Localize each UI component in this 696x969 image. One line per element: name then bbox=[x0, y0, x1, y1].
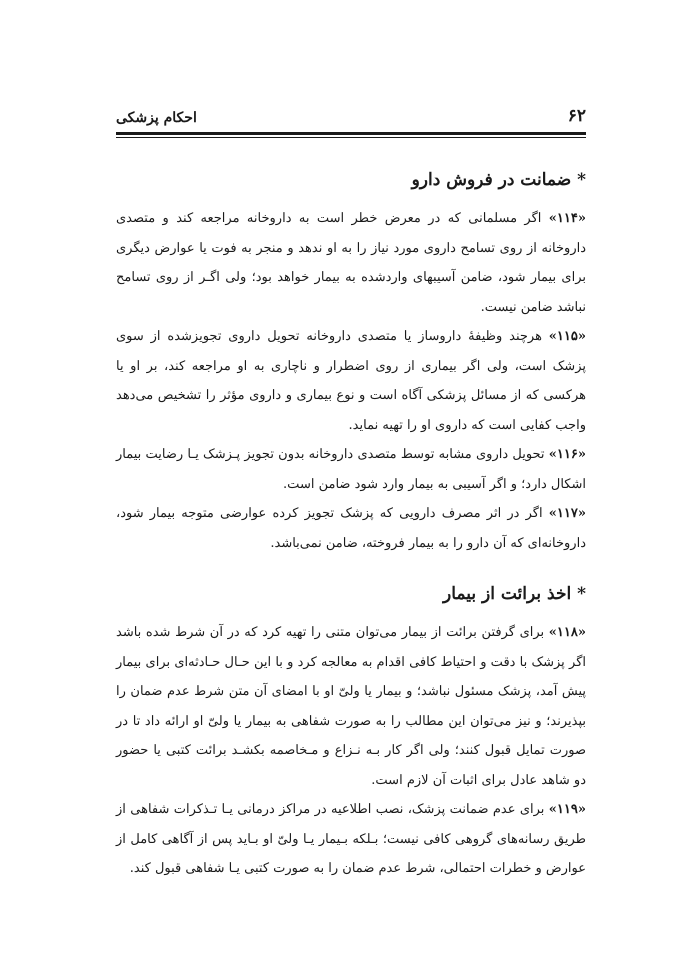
ruling-text: اگر در اثر مصرف دارویی که پزشک تجویز کرده عوارضی متوجه بیمار شود، داروخانه‌ای که آن دارو را به بیمار فروخته، ضامن نمی‌باشد. bbox=[116, 506, 586, 551]
section-heading-patient-release: * اخذ برائت از بیمار bbox=[443, 584, 586, 604]
ruling-number: «۱۱۸» bbox=[548, 625, 586, 640]
ruling-119 bbox=[116, 795, 586, 884]
ruling-118 bbox=[116, 618, 586, 795]
ruling-text: برای عدم ضمانت پزشک، نصب اطلاعیه در مراکز درمانی یـا تـذکرات شفاهی از طریق رسانه‌های گروهی کافی نیست؛ بـلکه بـیمار یـا ولیّ او بـاید پس از آگاهی کامل از عوارض و خطرات احتمالی، شرط عدم ضمان را به صورت کتبی یـا شفاهی قبول کند. bbox=[116, 802, 586, 876]
page-number: ۶۲ bbox=[567, 106, 586, 126]
ruling-117 bbox=[116, 499, 586, 558]
ruling-number: «۱۱۴» bbox=[548, 211, 586, 226]
ruling-text: برای گرفتن برائت از بیمار می‌توان متنی را تهیه کرد که در آن شرط شده باشد اگر پزشک با دقت و احتیاط کافی اقدام به معالجه کرد و با این حـال حـادثه‌ای برای بیمار پیش آمد، پزشک مسئول نباشد؛ و بیمار یا ولیّ او با امضای آن متن شرط عدم ضمان را بپذیرند؛ و نیز می‌توان این مطالب را به صورت شفاهی به بیمار یا ولیّ او ارائه داد تا در صورت تمایل قبول کنند؛ ولی اگر کار بـه نـزاع و مـخاصمه بکشـد برائت کتبی یا حضور دو شاهد عادل برای اثبات آن لازم است. bbox=[116, 625, 586, 788]
book-page bbox=[116, 96, 586, 884]
ruling-number: «۱۱۵» bbox=[548, 329, 586, 344]
header-rule-thin bbox=[116, 137, 586, 138]
ruling-text: اگر مسلمانی که در معرض خطر است به داروخانه مراجعه کند و متصدی داروخانه از روی تسامح داروی مورد نیاز را به او ندهد و منجر به فوت یا عوارض دیگری برای بیمار شود، ضامن آسیبهای واردشده به بیمار خواهد بود؛ ولی اگـر از روی تسامح نباشد ضامن نیست. bbox=[116, 211, 586, 315]
page-header bbox=[116, 96, 586, 126]
section-heading-pharmacy-liability: * ضمانت در فروش دارو bbox=[411, 170, 586, 190]
ruling-116 bbox=[116, 440, 586, 499]
ruling-text: تحویل داروی مشابه توسط متصدی داروخانه بدون تجویز پـزشک یـا رضایت بیمار اشکال دارد؛ و اگر آسیبی به بیمار وارد شود ضامن است. bbox=[116, 447, 586, 492]
ruling-115 bbox=[116, 322, 586, 440]
ruling-number: «۱۱۷» bbox=[548, 506, 586, 521]
running-title: احکام پزشکی bbox=[116, 110, 197, 126]
ruling-number: «۱۱۶» bbox=[548, 447, 586, 462]
page-content bbox=[116, 166, 586, 884]
ruling-number: «۱۱۹» bbox=[548, 802, 586, 817]
ruling-text: هرچند وظیفهٔ داروساز یا متصدی داروخانه تحویل داروی تجویزشده از سوی پزشک است، ولی اگر بیماری از روی اضطرار و ناچاری به او مراجعه کند، بر او یا هرکسی که از مسائل پزشکی آگاه است و نوع بیماری و داروی مؤثر را تشخیص می‌دهد واجب کفایی است که داروی او را تهیه نماید. bbox=[116, 329, 586, 433]
header-rule-thick bbox=[116, 132, 586, 135]
ruling-114 bbox=[116, 204, 586, 322]
